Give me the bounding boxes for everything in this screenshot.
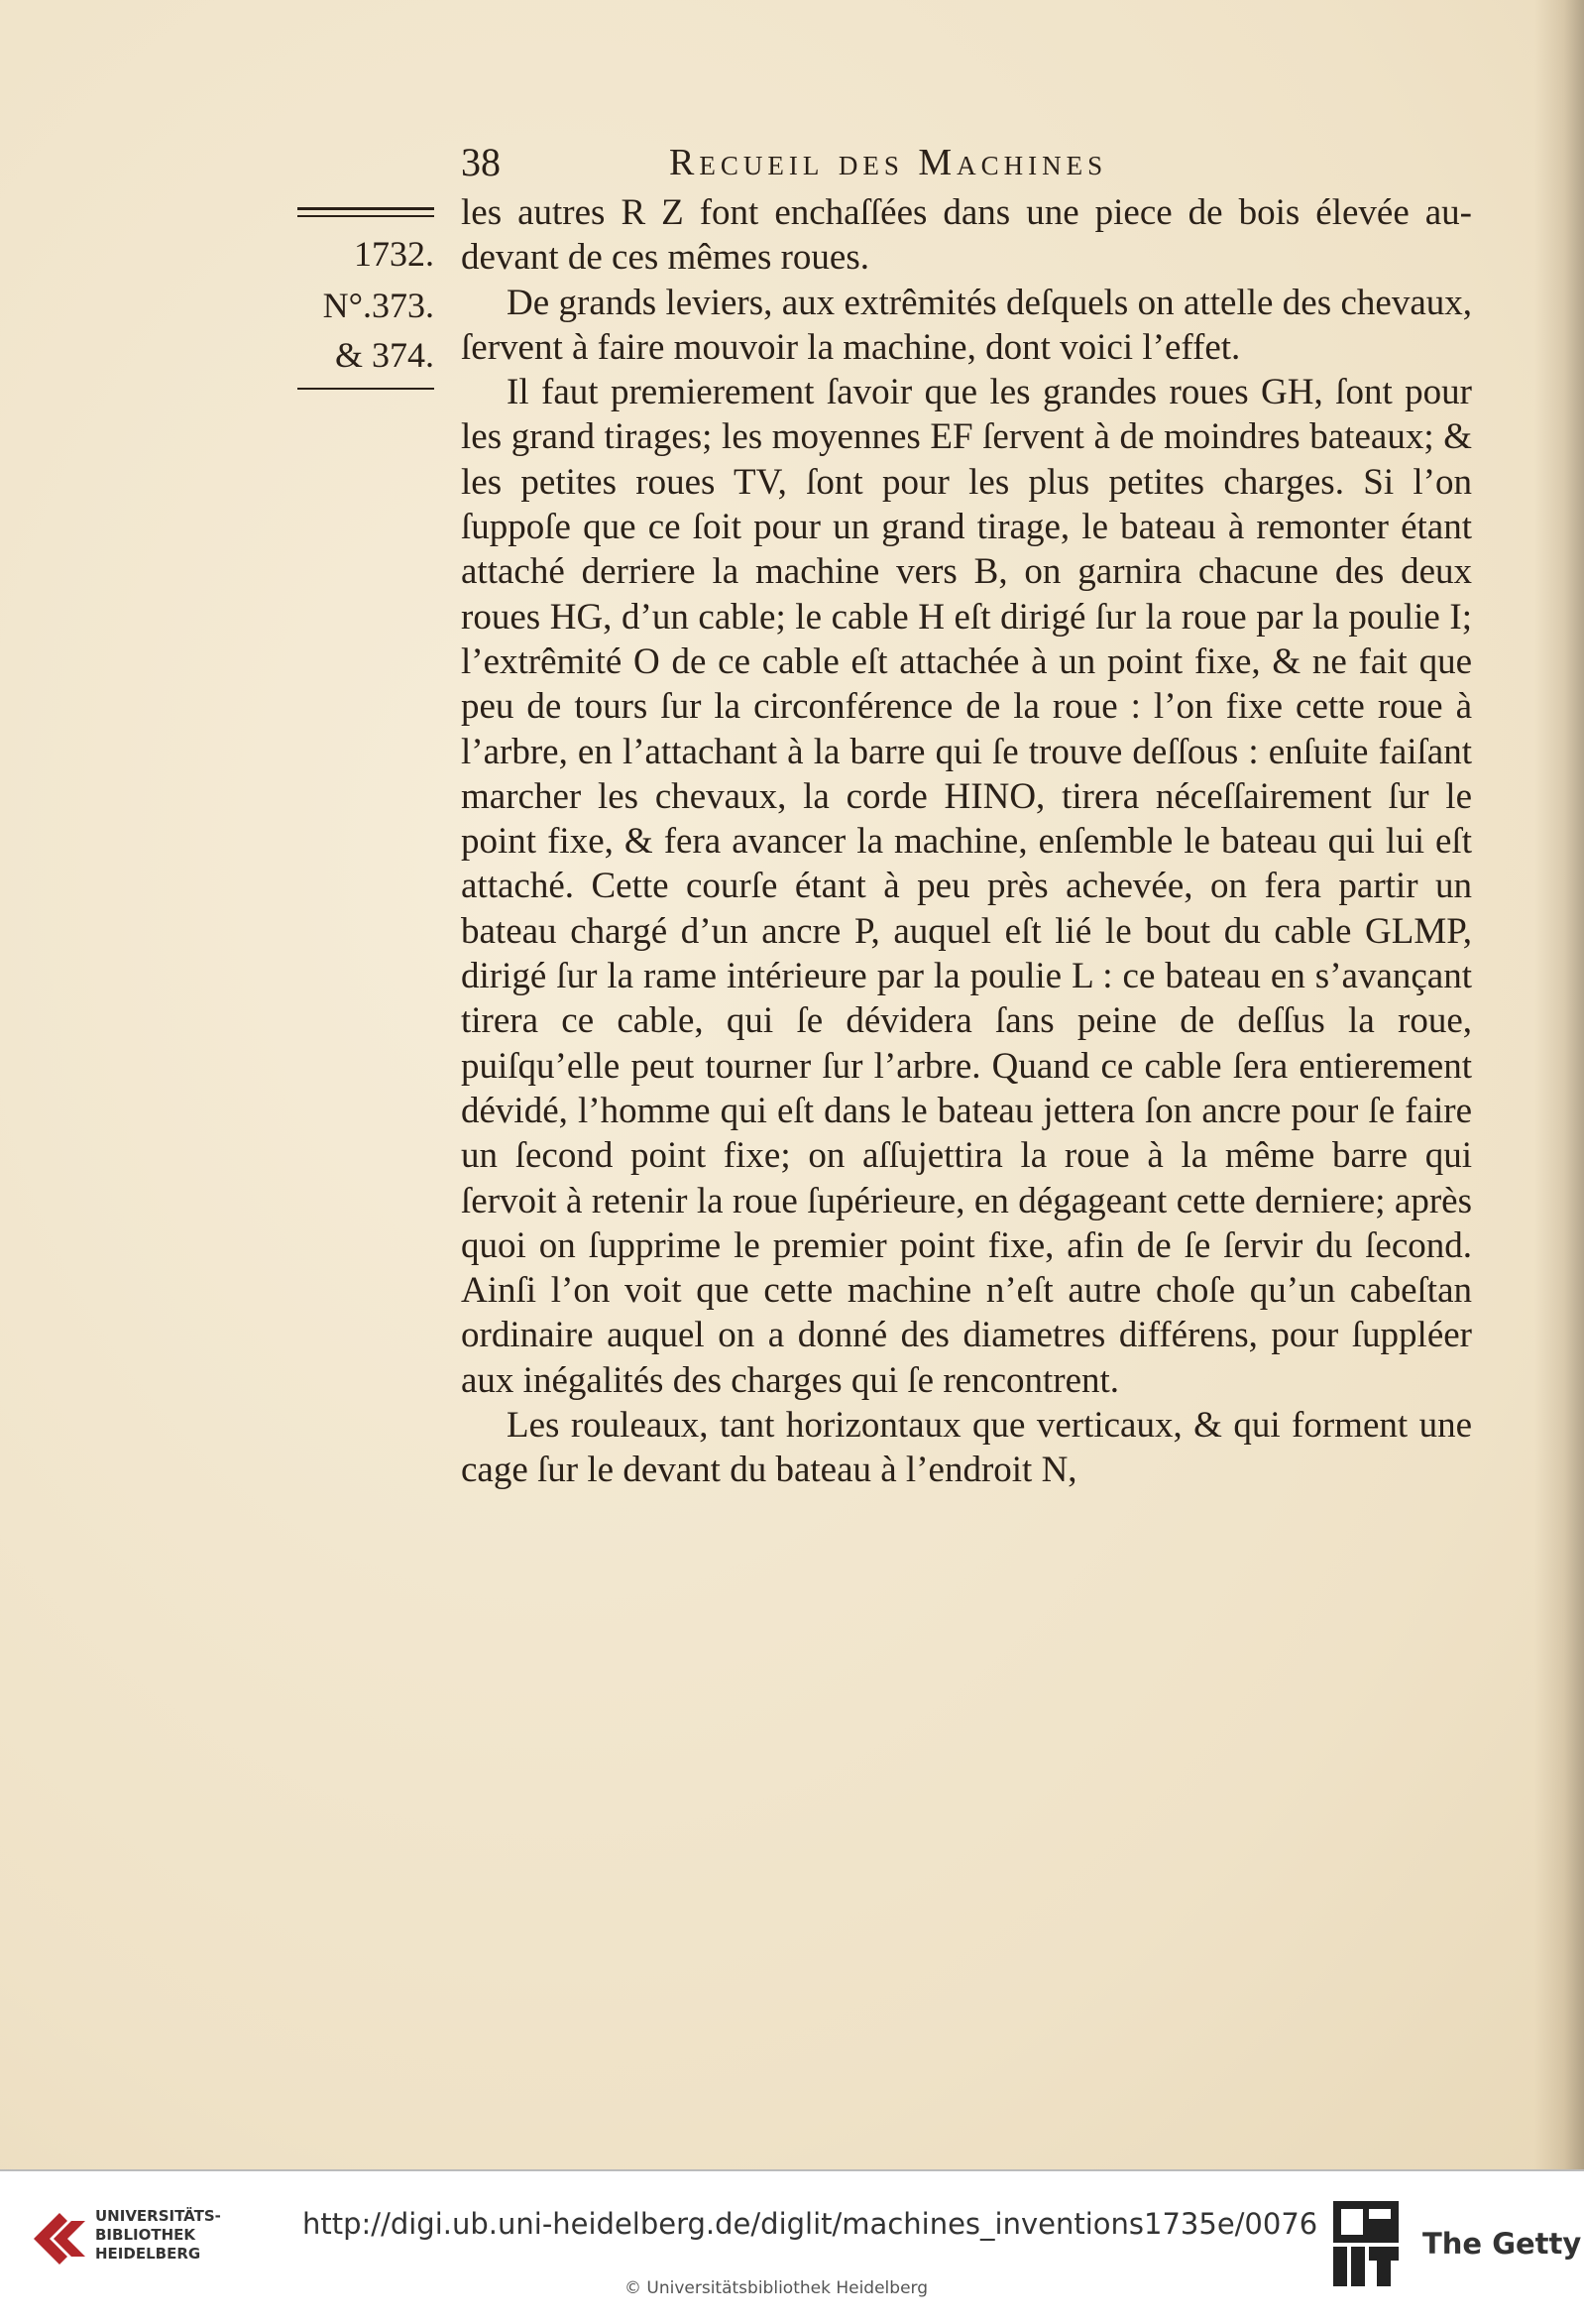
margin-number: N°.373.: [322, 286, 434, 325]
paragraph-1: les autres R Z font enchaſſées dans une piece de bois élevée au-devant de ces mêmes roues.: [461, 192, 1472, 279]
library-name-line-1: UNIVERSITÄTS-: [95, 2207, 221, 2225]
footer-divider: [0, 2169, 1584, 2171]
page-edge-shadow: [1534, 0, 1584, 2169]
page-header: [461, 137, 1274, 194]
paragraph-2: De grands leviers, aux extrêmités deſquels on attelle des chevaux, ſervent à faire mouvoir la machine, dont voici l’effet.: [461, 282, 1472, 368]
margin-rule-top-thin: [297, 215, 434, 217]
paragraph-3: Il faut premierement ſavoir que les grandes roues GH, ſont pour les grand tirages; les moyennes EF ſervent à de moindres bateaux; & les petites roues TV, ſont pour les plus petites charges. Si l’on ſuppoſe que ce ſoit pour un grand tirage, le bateau à remonter étant attaché derriere la machine vers B, on garnira chacune des deux roues HG, d’un cable; le cable H eſt dirigé ſur la roue par la poulie I; l’extrêmité O de ce cable eſt attachée à un point fixe, & ne fait que peu de tours ſur la circonférence de la roue : l’on fixe cette roue à l’arbre, en l’attachant à la barre qui ſe trouve deſſous : enſuite faiſant marcher les chevaux, la corde HINO, tirera néceſſairement ſur le point fixe, & fera avancer la machine, enſemble le bateau qui lui eſt attaché. Cette courſe étant à peu près achevée, on fera partir un bateau chargé d’un ancre P, auquel eſt lié le bout du cable GLMP, dirigé ſur la rame intérieure par la poulie L : ce bateau en s’avançant tirera ce cable, qui ſe dévidera ſans peine de deſſus la roue, puiſqu’elle peut tourner ſur l’arbre. Quand ce cable ſera entierement dévidé, l’homme qui eſt dans le bateau jettera ſon ancre pour ſe faire un ſecond point fixe; on aſſujettira la roue à la même barre qui ſervoit à retenir la roue ſupérieure, en dégageant cette derniere; après quoi on ſupprime le premier point fixe, afin de ſe ſervir du ſecond. Ainſi l’on voit que cette machine n’eſt autre choſe qu’un cabeſtan ordinaire auquel on a donné des diametres différens, pour ſuppléer aux inégalités des charges qui ſe rencontrent.: [461, 372, 1472, 1401]
margin-year: 1732.: [354, 234, 434, 274]
permalink-url[interactable]: http://digi.ub.uni-heidelberg.de/diglit/machines_inventions1735e/0076: [302, 2207, 1318, 2241]
getty-label: The Getty: [1422, 2227, 1582, 2261]
copyright-notice: © Universitätsbibliothek Heidelberg: [624, 2278, 929, 2298]
heidelberg-library-logo-icon: [28, 2207, 91, 2270]
library-name-line-2: BIBLIOTHEK: [95, 2226, 195, 2244]
getty-logo-icon: [1331, 2199, 1401, 2288]
margin-rule-bottom: [297, 388, 434, 390]
library-name: [95, 2207, 221, 2264]
page-number: 38: [461, 140, 501, 184]
margin-rule-top: [297, 207, 434, 210]
margin-number-2: & 374.: [334, 335, 434, 375]
paragraph-4: Les rouleaux, tant horizontaux que verticaux, & qui forment une cage ſur le devant du bateau à l’endroit N,: [461, 1405, 1472, 1491]
margin-notes: [295, 193, 444, 402]
body-text: [461, 190, 1472, 1493]
library-name-line-3: HEIDELBERG: [95, 2245, 201, 2263]
running-head: Recueil des Machines: [669, 142, 1108, 183]
viewer-footer: [0, 2169, 1584, 2324]
